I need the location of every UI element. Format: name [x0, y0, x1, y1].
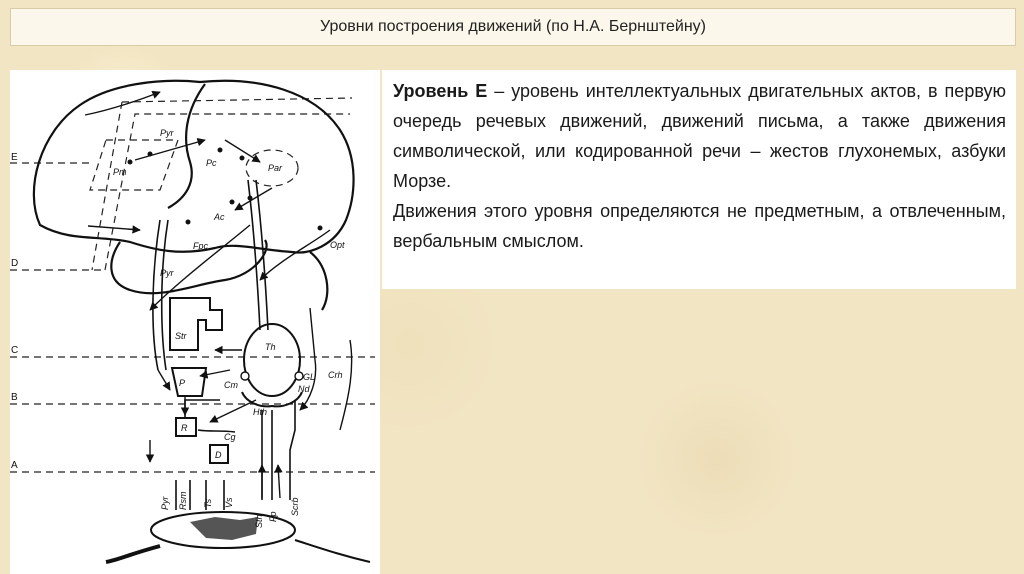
motor-nerve [106, 546, 160, 562]
slide-title: Уровни построения движений (по Н.А. Бернштейну) [320, 18, 706, 35]
label-str: Str [175, 331, 187, 341]
cerebellum-hint [310, 252, 327, 310]
cerebrum-contour [34, 81, 354, 253]
premotor-box [90, 140, 178, 190]
description-paragraph-2: Движения этого уровня определяются не предметным, а отвлеченным, вербальным смыслом. [393, 201, 1006, 251]
label-opt: Opt [330, 240, 345, 250]
label-gl: GL [303, 372, 316, 382]
connections [85, 92, 352, 498]
label-pc: Pc [206, 158, 217, 168]
label-pm: Pm [113, 167, 127, 177]
level-label-c: C [11, 345, 19, 356]
label-th: Th [265, 342, 276, 352]
bernstein-levels-diagram [10, 70, 380, 574]
tract-label-ts: Ts [203, 498, 213, 508]
level-label-a: A [11, 460, 18, 471]
tract-label-sth: Sth [254, 514, 264, 528]
label-par: Par [268, 163, 283, 173]
level-lines [10, 98, 375, 472]
nodes [128, 148, 323, 231]
label-hth: Hth [253, 407, 268, 417]
thalamus [244, 324, 300, 396]
tract-label-pyr: Pyr [160, 496, 170, 510]
label-pyr-mid: Pyr [160, 268, 174, 278]
label-p: P [179, 378, 186, 388]
cortex-field-boundary [92, 98, 352, 270]
nucleus-markers [241, 372, 303, 380]
level-label-e: E [11, 152, 18, 163]
label-pyr-top: Pyr [160, 128, 174, 138]
label-cg: Cg [224, 432, 236, 442]
spinal-cord-grey [190, 517, 258, 540]
label-d: D [215, 450, 222, 460]
label-nd: Nd [298, 384, 310, 394]
label-ac: Ac [214, 212, 225, 222]
tract-label-rsm: Rsm [178, 491, 188, 510]
label-fpc: Fpc [193, 241, 209, 251]
diagram-svg [10, 70, 380, 574]
temporal-lobe [111, 240, 266, 293]
level-e-heading: Уровень Е [393, 81, 488, 101]
sensory-nerve [295, 540, 370, 562]
tract-label-vs: Vs [224, 497, 234, 508]
label-r: R [181, 423, 188, 433]
spinal-cord [106, 512, 370, 562]
level-label-d: D [11, 258, 19, 269]
striatum [170, 298, 222, 350]
tract-label-fp: Fp [268, 511, 278, 522]
pallidum-box [172, 368, 206, 396]
brain-outline [34, 81, 354, 310]
level-label-b: B [11, 392, 18, 403]
tract-label-scrb: Scrb [290, 497, 300, 516]
description-paragraph-1 [393, 76, 1006, 196]
label-cm: Cm [224, 380, 238, 390]
level-e-definition: – уровень интеллектуальных двигательных актов, в первую очередь речевых движений, движений письма, а также движения символической, или кодированной речи – жестов глухонемых, азбуки Морзе. [393, 81, 1006, 191]
description-panel [382, 70, 1016, 289]
title-bar [10, 8, 1016, 46]
label-crh: Crh [328, 370, 343, 380]
